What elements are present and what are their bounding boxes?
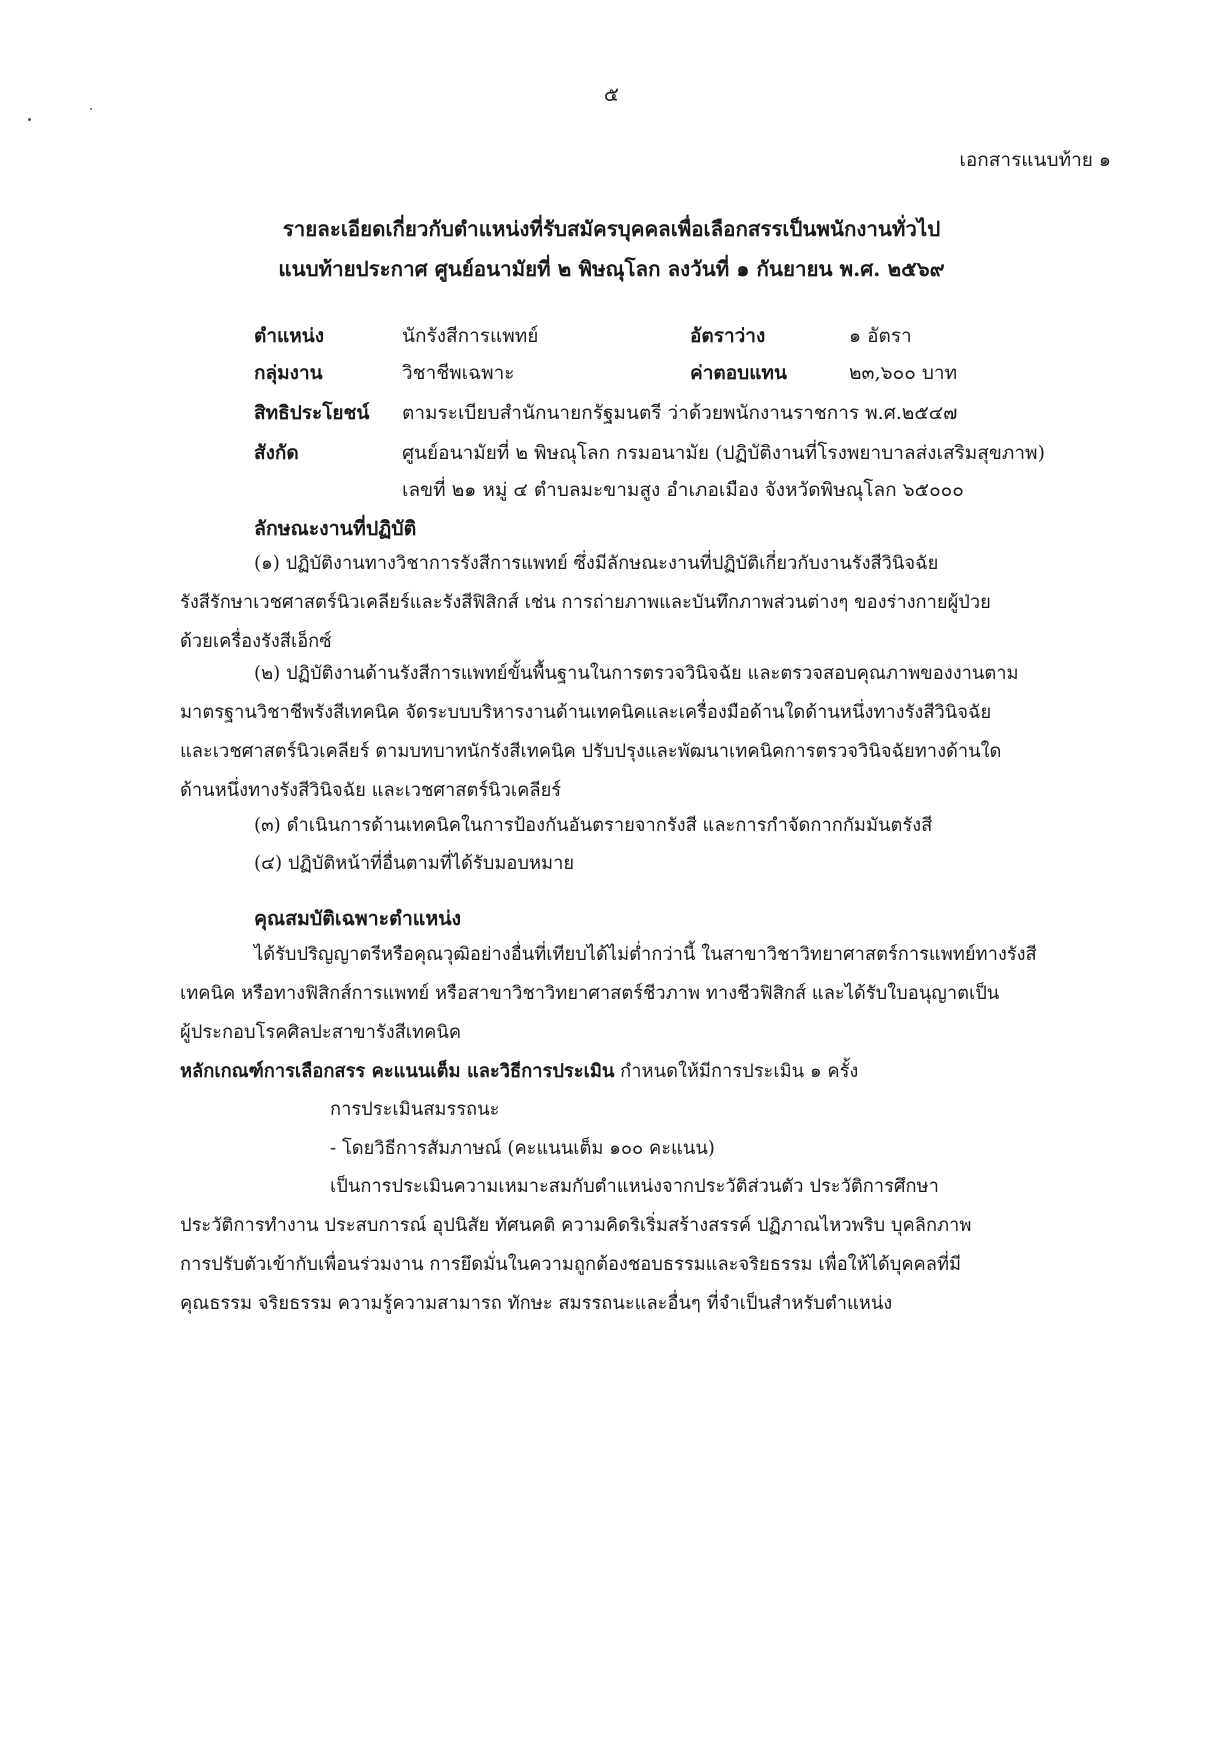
attachment-label: เอกสารแนบท้าย ๑ [959, 149, 1111, 171]
duties-item1-line2: รังสีรักษาเวชศาสตร์นิวเคลียร์และรังสีฟิสิกส์ เช่น การถ่ายภาพและบันทึกภาพส่วนต่างๆ ของร่างกายผู้ป่วย [180, 592, 991, 613]
criteria-desc-line1: เป็นการประเมินความเหมาะสมกับตำแหน่งจากประวัติส่วนตัว ประวัติการศึกษา [330, 1176, 939, 1197]
duties-item2-line2: มาตรฐานวิชาชีพรังสีเทคนิค จัดระบบบริหารงานด้านเทคนิคและเครื่องมือด้านใดด้านหนึ่งทางรังสีวินิจฉัย [180, 702, 992, 723]
duties-item2 [180, 654, 1019, 810]
duties-item2-line1: (๒) ปฏิบัติงานด้านรังสีการแพทย์ขั้นพื้นฐานในการตรวจวินิจฉัย และตรวจสอบคุณภาพของงานตาม [254, 663, 1019, 684]
qualifications-heading: คุณสมบัติเฉพาะตำแหน่ง [254, 907, 462, 930]
duties-item1-line1: (๑) ปฏิบัติงานทางวิชาการรังสีการแพทย์ ซึ่งมีลักษณะงานที่ปฏิบัติเกี่ยวกับงานรังสีวินิจฉัย [254, 553, 939, 574]
duties-item1-line3: ด้วยเครื่องรังสีเอ็กซ์ [180, 631, 332, 652]
duties-item2-line4: ด้านหนึ่งทางรังสีวินิจฉัย และเวชศาสตร์นิวเคลียร์ [180, 780, 562, 801]
duties-item3: (๓) ดำเนินการด้านเทคนิคในการป้องกันอันตรายจากรังสี และการกำจัดกากกัมมันตรังสี [254, 815, 933, 836]
criteria-desc-line4: คุณธรรม จริยธรรม ความรู้ความสามารถ ทักษะ สมรรถนะและอื่นๆ ที่จำเป็นสำหรับตำแหน่ง [180, 1293, 893, 1314]
affiliation-label: สังกัด [254, 442, 299, 464]
duties-item4: (๔) ปฏิบัติหน้าที่อื่นตามที่ได้รับมอบหมาย [254, 853, 575, 874]
duties-item1 [180, 544, 991, 661]
duties-heading: ลักษณะงานที่ปฏิบัติ [254, 517, 417, 540]
qualifications-line1: ได้รับปริญญาตรีหรือคุณวุฒิอย่างอื่นที่เทียบได้ไม่ต่ำกว่านี้ ในสาขาวิชาวิทยาศาสตร์การแพทย์ทางรังสี [254, 944, 1037, 965]
position-label: ตำแหน่ง [254, 325, 325, 347]
qualifications-text [180, 935, 1037, 1052]
criteria-heading: หลักเกณฑ์การเลือกสรร คะแนนเต็ม และวิธีการประเมิน [180, 1061, 615, 1082]
criteria-description [180, 1167, 971, 1323]
vacancy-value: ๑ อัตรา [849, 325, 912, 347]
page-number: ๕ [603, 82, 620, 106]
document-title-line2: แนบท้ายประกาศ ศูนย์อนามัยที่ ๒ พิษณุโลก ลงวันที่ ๑ กันยายน พ.ศ. ๒๕๖๙ [278, 257, 945, 281]
info-row-benefits [0, 398, 1223, 430]
document-title-line1: รายละเอียดเกี่ยวกับตำแหน่งที่รับสมัครบุคคลเพื่อเลือกสรรเป็นพนักงานทั่วไป [282, 217, 941, 241]
benefits-label: สิทธิประโยชน์ [254, 402, 370, 424]
info-row-affiliation [0, 438, 1223, 470]
qualifications-line2: เทคนิค หรือทางฟิสิกส์การแพทย์ หรือสาขาวิชาวิทยาศาสตร์ชีวภาพ ทางชีวฟิสิกส์ และได้รับใบอนุญาตเป็น [180, 983, 1000, 1004]
criteria-desc-line3: การปรับตัวเข้ากับเพื่อนร่วมงาน การยึดมั่นในความถูกต้องชอบธรรมและจริยธรรม เพื่อให้ได้บุคคลที่มี [180, 1254, 962, 1275]
criteria-desc-line2: ประวัติการทำงาน ประสบการณ์ อุปนิสัย ทัศนคติ ความคิดริเริ่มสร้างสรรค์ ปฏิภาณไหวพริบ บุคลิกภาพ [180, 1215, 972, 1236]
criteria-assessment: การประเมินสมรรถนะ [330, 1099, 500, 1120]
info-row-address [0, 475, 1223, 507]
criteria-method: - โดยวิธีการสัมภาษณ์ (คะแนนเต็ม ๑๐๐ คะแนน) [330, 1138, 715, 1159]
criteria-heading-line [180, 1052, 858, 1091]
benefits-value: ตามระเบียบสำนักนายกรัฐมนตรี ว่าด้วยพนักงานราชการ พ.ศ.๒๕๔๗ [402, 402, 958, 424]
position-value: นักรังสีการแพทย์ [402, 325, 539, 347]
affiliation-line2: เลขที่ ๒๑ หมู่ ๔ ตำบลมะขามสูง อำเภอเมือง จังหวัดพิษณุโลก ๖๕๐๐๐ [402, 479, 964, 501]
qualifications-line3: ผู้ประกอบโรคศิลปะสาขารังสีเทคนิค [180, 1022, 462, 1043]
salary-value: ๒๓,๖๐๐ บาท [849, 362, 958, 384]
affiliation-line1: ศูนย์อนามัยที่ ๒ พิษณุโลก กรมอนามัย (ปฏิบัติงานที่โรงพยาบาลส่งเสริมสุขภาพ) [402, 442, 1045, 464]
salary-label: ค่าตอบแทน [690, 362, 787, 384]
criteria-heading-rest: กำหนดให้มีการประเมิน ๑ ครั้ง [614, 1061, 859, 1082]
duties-item2-line3: และเวชศาสตร์นิวเคลียร์ ตามบทบาทนักรังสีเทคนิค ปรับปรุงและพัฒนาเทคนิคการตรวจวินิจฉัยทางด้านใด [180, 741, 1002, 762]
group-value: วิชาชีพเฉพาะ [402, 362, 515, 384]
scan-speck [28, 118, 31, 121]
group-label: กลุ่มงาน [254, 362, 323, 384]
info-row-group [0, 358, 1223, 390]
info-row-position [0, 321, 1223, 353]
vacancy-label: อัตราว่าง [690, 325, 766, 347]
